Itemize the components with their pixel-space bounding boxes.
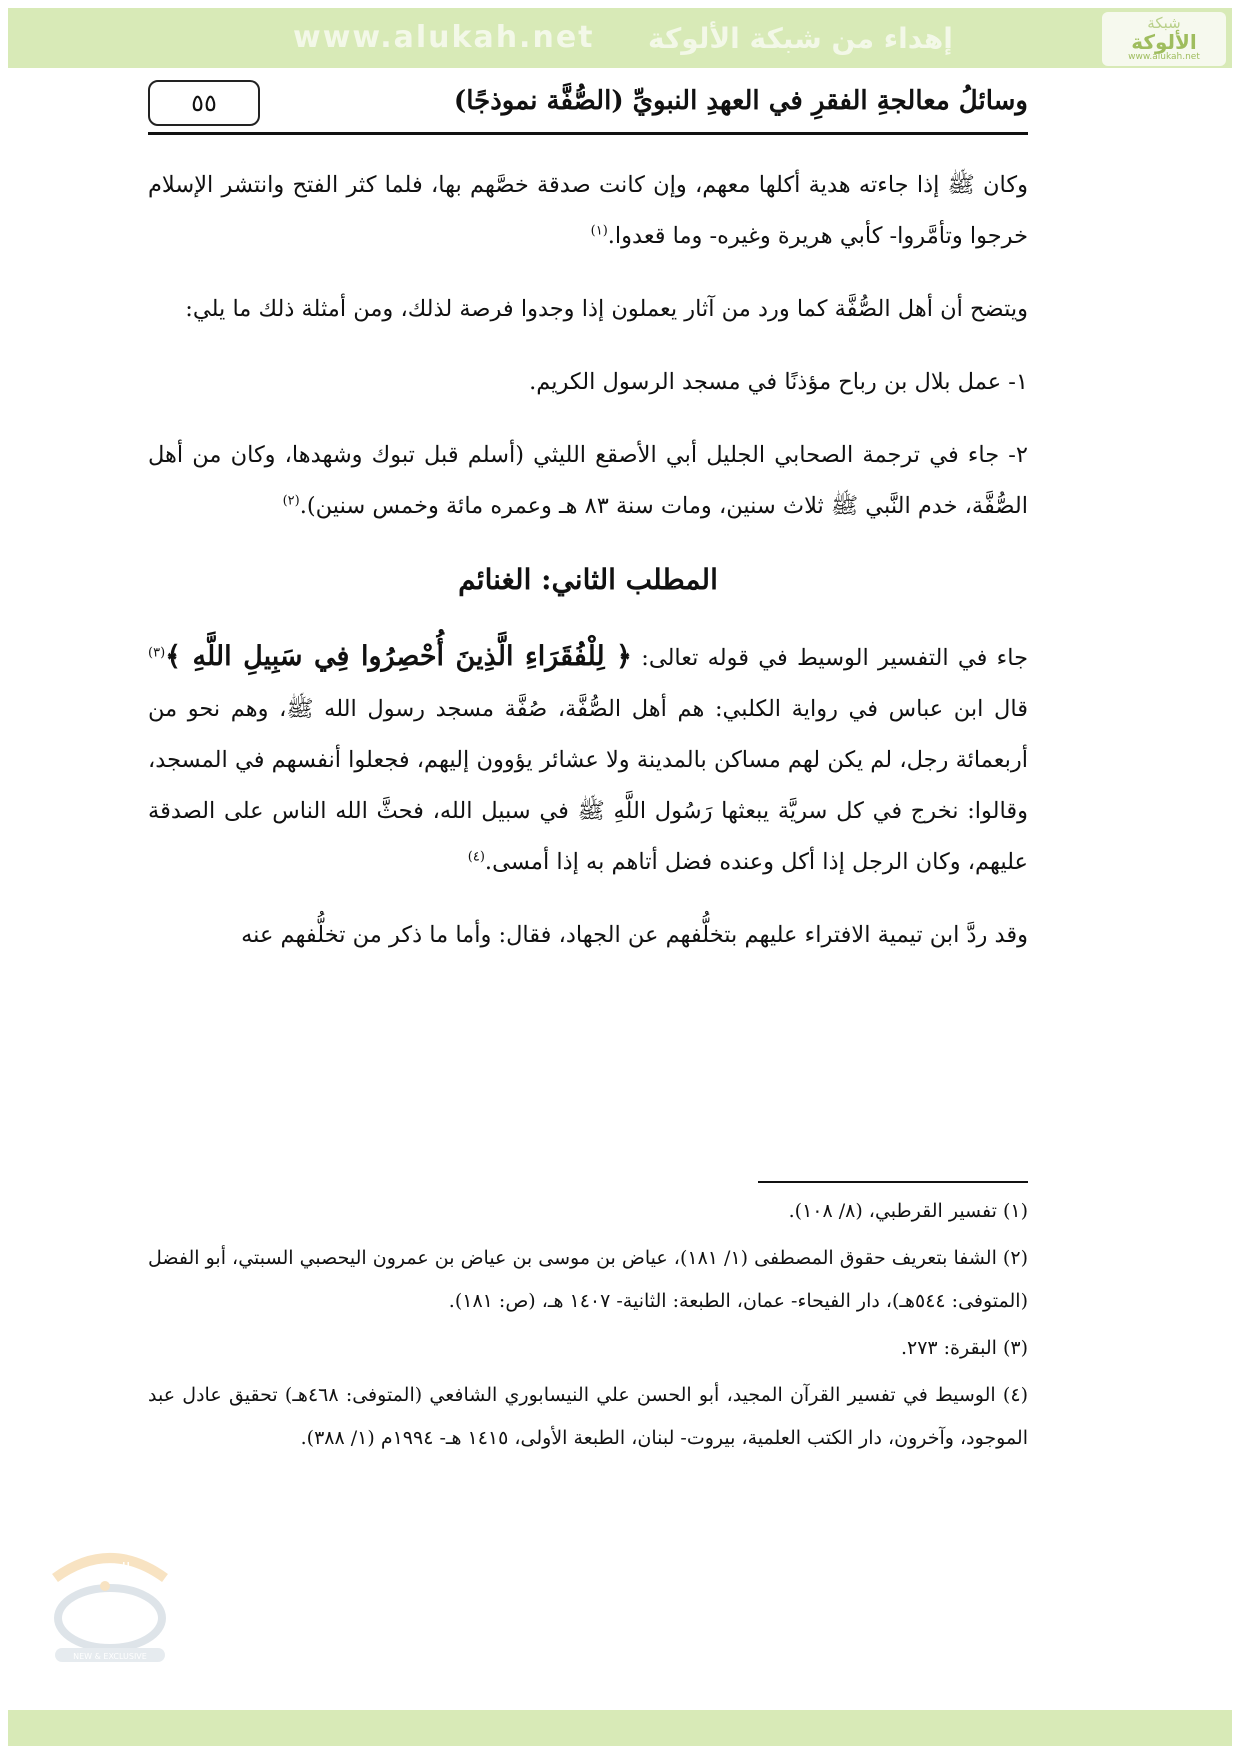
header-rule: [148, 132, 1028, 135]
footnote-1: (١) تفسير القرطبي، (٨/ ١٠٨).: [788, 1200, 1028, 1222]
bottom-banner: [8, 1710, 1232, 1746]
new-exclusive-stamp-icon: [35, 1538, 185, 1668]
footnote-4: (٤) الوسيط في تفسير القرآن المجيد، أبو الحسن علي النيسابوري الشافعي (المتوفى: ٤٦٨هـ) تحقيق عادل عبد الموجود، وآخرون، دار الكتب العلمية، بيروت- لبنان، الطبعة الأولى، ١٤١٥ هـ- ١٩٩٤م (١/ ٣٨٨).: [148, 1384, 1028, 1449]
page-number: ٥٥: [148, 80, 260, 126]
footnote-rule: [758, 1181, 1028, 1183]
top-banner: [8, 8, 1232, 68]
stamp-bottom-text: NEW & EXCLUSIVE: [73, 1652, 147, 1661]
paragraph-5: جاء في التفسير الوسيط في قوله تعالى: ﴿ لِلْفُقَرَاءِ الَّذِينَ أُحْصِرُوا فِي سَبِيلِ اللَّهِ ﴾$^{(٣)}$ قال ابن عباس في رواية الكلبي: هم أهل الصُّفَّة، صُفَّة مسجد رسول الله ﷺ، وهم نحو من أربعمائة رجل، لم يكن لهم مساكن بالمدينة ولا عشائر يؤوون إليهم، فجعلوا أنفسهم في المسجد، وقالوا: نخرج في كل سريَّة يبعثها رَسُول اللَّهِ ﷺ في سبيل الله، فحثَّ الله الناس على الصدقة عليهم، وكان الرجل إذا أكل وعنده فضل أتاهم به إذا أمسى.$^{(٤)}$: [148, 641, 1029, 875]
footnote-ref-4[interactable]: (٤): [467, 849, 485, 865]
stamp-top-text: الجديد: [89, 1559, 131, 1578]
footnote-ref-1[interactable]: (١): [590, 223, 608, 239]
logo-name: الألوكة: [1131, 30, 1197, 54]
paragraph-1: وكان ﷺ إذا جاءته هدية أكلها معهم، وإن كانت صدقة خصَّهم بها، فلما كثر الفتح وانتشر الإسلام خرجوا وتأمَّروا- كأبي هريرة وغيره- وما قعدوا.$^{(١)}$: [148, 172, 1028, 249]
footnote-3: (٣) البقرة: ٢٧٣.: [900, 1337, 1028, 1359]
site-url[interactable]: www.alukah.net: [293, 20, 595, 55]
section-heading: المطلب الثاني: الغنائم: [458, 563, 718, 596]
main-text: [148, 160, 1028, 983]
gift-text: إهداء من شبكة الألوكة: [648, 22, 953, 55]
quran-verse: ﴿ لِلْفُقَرَاءِ الَّذِينَ أُحْصِرُوا فِي سَبِيلِ اللَّهِ ﴾: [165, 641, 632, 672]
footnotes: [148, 1190, 1028, 1464]
footnote-ref-2[interactable]: (٢): [282, 493, 300, 509]
paragraph-4: ٢- جاء في ترجمة الصحابي الجليل أبي الأصقع الليثي (أسلم قبل تبوك وشهدها، وكان من أهل الصُّفَّة، خدم النَّبي ﷺ ثلاث سنين، ومات سنة ٨٣ هـ وعمره مائة وخمس سنين).$^{(٢)}$: [148, 442, 1028, 519]
footnote-2: (٢) الشفا بتعريف حقوق المصطفى (١/ ١٨١)، عياض بن موسى بن عياض بن عمرون اليحصبي السبتي، أبو الفضل (المتوفى: ٥٤٤هـ)، دار الفيحاء- عمان، الطبعة: الثانية- ١٤٠٧ هـ، (ص: ١٨١).: [148, 1247, 1028, 1312]
paragraph-2: ويتضح أن أهل الصُّفَّة كما ورد من آثار يعملون إذا وجدوا فرصة لذلك، ومن أمثلة ذلك ما يلي:: [185, 296, 1028, 322]
footnote-ref-3[interactable]: (٣): [148, 645, 166, 661]
paragraph-3: ١- عمل بلال بن رباح مؤذنًا في مسجد الرسول الكريم.: [529, 369, 1028, 395]
logo-url: www.alukah.net: [1128, 52, 1200, 62]
paragraph-6: وقد ردَّ ابن تيمية الافتراء عليهم بتخلُّفهم عن الجهاد، فقال: وأما ما ذكر من تخلُّفهم عنه: [241, 922, 1028, 948]
running-title: وسائلُ معالجةِ الفقرِ في العهدِ النبويِّ (الصُّفَّة نموذجًا): [453, 86, 1028, 116]
logo-top-text: شبكة: [1147, 14, 1181, 32]
alukah-logo: [1102, 12, 1226, 66]
